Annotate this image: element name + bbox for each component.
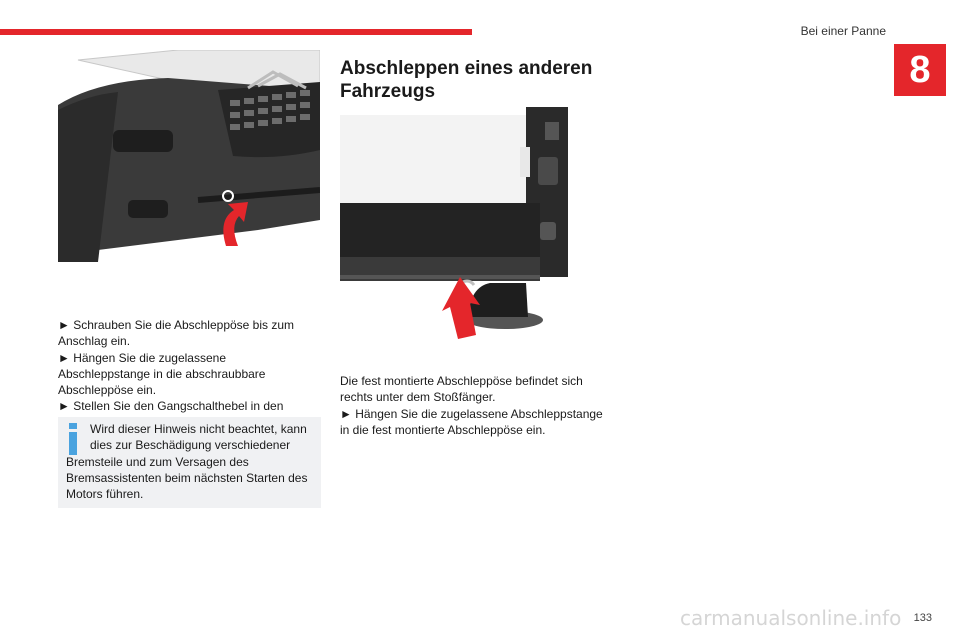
instruction-step: ► Hängen Sie die zugelassene Abschleppstange in die abschraubbare Abschleppöse ein. [58,350,266,398]
right-column-instructions [340,373,610,438]
header-red-bar [0,29,472,35]
instruction-step: ► Stellen Sie den Gangschalthebel in den [58,399,284,414]
info-note-box [58,417,321,508]
info-note-text: Wird dieser Hinweis nicht beachtet, kann dies zur Beschädigung verschiedener Bremsteile und zum Versagen des Bremsassistenten beim nächsten Starten des Motors führen. [66,422,308,502]
front-bumper-tow-eye-illustration [58,50,320,262]
instruction-step: ► Schrauben Sie die Abschleppöse bis zum Anschlag ein. [58,318,295,349]
section-heading: Abschleppen eines anderen Fahrzeugs [340,58,593,102]
rear-fixed-tow-eye-illustration [340,107,568,343]
body-text: Die fest montierte Abschleppöse befindet sich rechts unter dem Stoßfänger. [340,374,583,405]
section-title: Bei einer Panne [800,24,886,38]
page-number: 133 [913,612,932,624]
left-column-instructions [58,317,320,431]
instruction-step: ► Hängen Sie die zugelassene Abschleppstange in die fest montierte Abschleppöse ein. [340,406,603,437]
chapter-number-badge: 8 [894,44,946,96]
watermark-text: carmanualsonline.info [680,606,902,630]
